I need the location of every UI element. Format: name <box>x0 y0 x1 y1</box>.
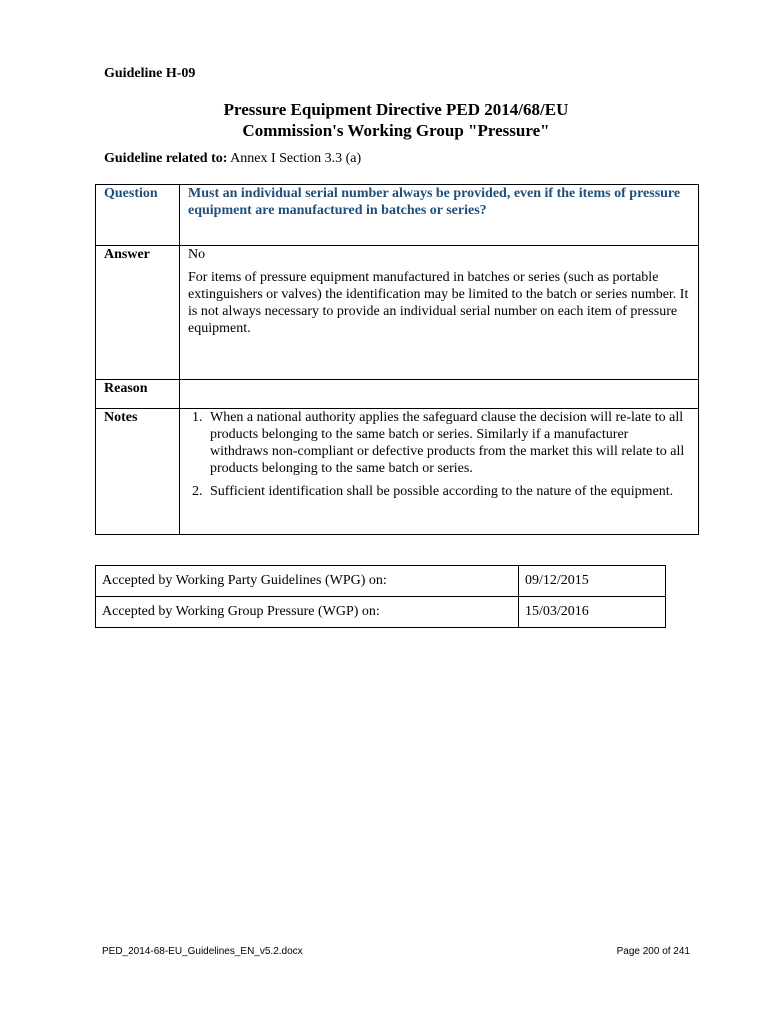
question-label: Question <box>96 185 180 246</box>
acceptance-date: 15/03/2016 <box>519 597 666 628</box>
related-label: Guideline related to: <box>104 151 228 166</box>
question-row <box>96 185 699 246</box>
guideline-id: Guideline H-09 <box>104 66 196 81</box>
title-line-1: Pressure Equipment Directive PED 2014/68/EU <box>223 100 569 119</box>
note-item <box>188 409 690 477</box>
reason-row <box>96 380 699 409</box>
answer-long: For items of pressure equipment manufactured in batches or series (such as portable extinguishers or valves) the identification may be limited to the batch or series number. It is not always necessary to provide an individual serial number on each item of pressure equipment. <box>188 270 689 336</box>
answer-short: No <box>188 247 206 262</box>
reason-label: Reason <box>96 380 180 409</box>
title-line-2: Commission's Working Group "Pressure" <box>242 121 550 140</box>
footer-filename: PED_2014-68-EU_Guidelines_EN_v5.2.docx <box>102 946 303 957</box>
reason-text <box>180 380 699 409</box>
acceptance-table <box>95 565 666 628</box>
acceptance-row <box>96 566 666 597</box>
document-title <box>0 99 768 141</box>
acceptance-date: 09/12/2015 <box>519 566 666 597</box>
notes-list <box>188 409 690 500</box>
answer-row <box>96 246 699 380</box>
note-text: When a national authority applies the safeguard clause the decision will re-late to all products belonging to the same batch or series. Similarly if a manufacturer withdraws non-compliant or defective products from the market this will relate to all products belonging to the same batch or series. <box>210 410 685 476</box>
note-number: 1. <box>192 410 203 425</box>
note-item <box>188 483 690 500</box>
footer-page-number: Page 200 of 241 <box>616 946 690 957</box>
acceptance-label: Accepted by Working Group Pressure (WGP) on: <box>96 597 519 628</box>
note-number: 2. <box>192 484 203 499</box>
related-line <box>104 151 361 167</box>
related-value: Annex I Section 3.3 (a) <box>230 151 362 166</box>
answer-cell <box>180 246 699 380</box>
notes-cell <box>180 409 699 535</box>
notes-label: Notes <box>96 409 180 535</box>
question-text: Must an individual serial number always be provided, even if the items of pressure equipment are manufactured in batches or series? <box>180 185 699 246</box>
acceptance-label: Accepted by Working Party Guidelines (WPG) on: <box>96 566 519 597</box>
notes-row <box>96 409 699 535</box>
acceptance-row <box>96 597 666 628</box>
guideline-table <box>95 184 699 535</box>
answer-label: Answer <box>96 246 180 380</box>
note-text: Sufficient identification shall be possible according to the nature of the equipment. <box>210 484 674 499</box>
